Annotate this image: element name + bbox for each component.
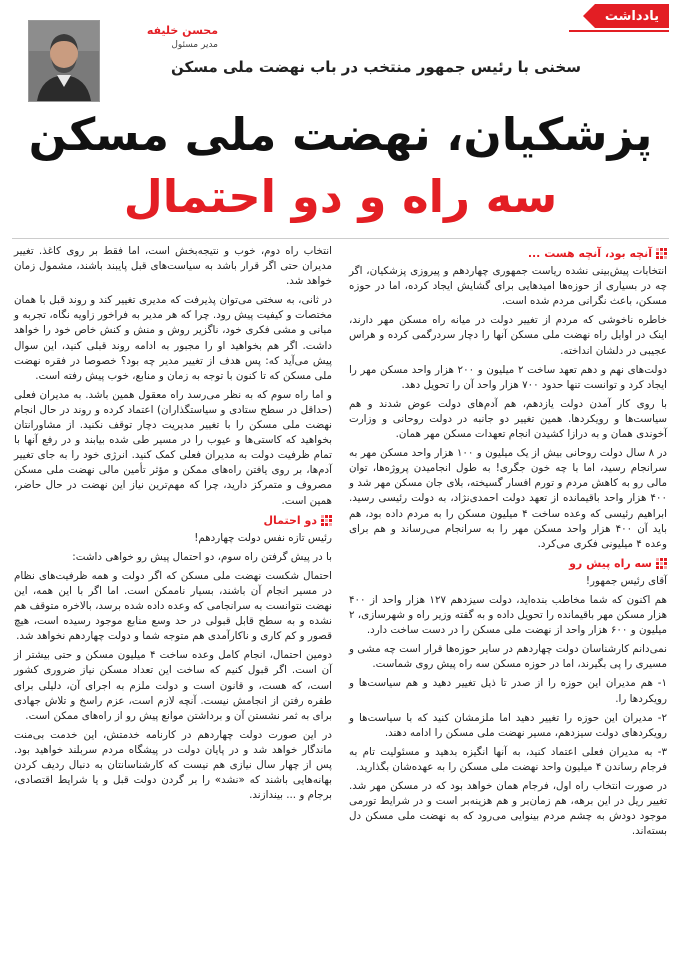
paragraph: هم اکنون که شما مخاطب بنده‌اید، دولت سیزدهم ۱۲۷ هزار واحد از ۴۰۰ هزار مسکن مهر باقیمانده را تحویل داده و به گفته وزیر راه و شهرسازی، ۲ میلیون و ۶۰۰ هزار واحد از نهضت ملی مسکن را در دست ساخت دارد. xyxy=(349,593,667,637)
article-subtitle: سخنی با رئیس جمهور منتخب در باب نهضت ملی مسکن xyxy=(171,58,581,76)
paragraph: در این صورت دولت چهاردهم در کارنامه خدمتش، این خدمت بی‌منت ماندگار خواهد شد و در پایان دولت در پیشگاه مردم سربلند خواهید بود. پس از چهار سال نیازی هم نیست که کارشناسانتان به دنبال ردیف کردن بهانه‌هایی باشند که «نشد» را بر گردن دولت قبل و یا شرایط اقتصادی، برجام و ... بیندازند. xyxy=(14,728,332,802)
paragraph: رئیس تازه نفس دولت چهاردهم! xyxy=(194,531,332,544)
section-heading xyxy=(14,513,332,528)
section-heading-text: دو احتمال xyxy=(263,513,317,527)
paragraph: در ۸ سال دولت روحانی بیش از یک میلیون و ۱۰۰ هزار واحد مسکن مهر به سرانجام رسید، اما با چه خون جگری! به طول انجامیدن پروژه‌ها، توان مالی رو به کاهش مردم و تورم افسار گسیخته، بلای جان مسکن مهر شد و ۴۰۰ هزار واحد باقیمانده از تعهد دولت احمدی‌نژاد، به دولت رئیسی رسید. ابراهیم رئیسی که وعده ساخت ۴ میلیون مسکن را به مردم داده بود، هم باید آن ۴۰۰ هزار واحد مسکن مهر را به سرانجام می‌رساند و هم برای وعده ۴ میلیونی فکری می‌کرد. xyxy=(349,447,668,550)
paragraph: دومین احتمال، انجام کامل وعده ساخت ۴ میلیون مسکن و حتی بیشتر از آن است. اگر قبول کنیم که ساخت این تعداد مسکن نیاز ضروری کشور است، که هست، و قانون است و دولت ملزم به اجرای آن، دلیلی برای طفره رفتن از انجامش نیست. آنچه لازم است، عزم راسخ و تلاش جهادی برای به ثمر نشستن آن و برداشتن موانع پیش رو از راه‌های ممکن است. xyxy=(14,649,332,722)
paragraph: ۱- هم مدیران این حوزه را از صدر تا ذیل تغییر دهید و هم سیاست‌ها و رویکردها را. xyxy=(349,677,667,705)
author-name: محسن خلیفه xyxy=(146,24,218,37)
paragraph: با در پیش گرفتن راه سوم، دو احتمال پیش رو خواهی داشت: xyxy=(72,550,332,563)
paragraph: در ثانی، به سختی می‌توان پذیرفت که مدیری تغییر کند و روند قبل با همان مختصات و کیفیت پیش رود. چرا که هر مدیر به فراخور زاویه نگاه، تجربه و مبانی و مشی فکری خود، ناگزیر روش و منش و کنش خاص خود را خواهد داشت. اگر هم بخواهید او را مجبور به ادامه روند قبلی کنید، این سوال پیش می‌آید که: پس هدف از تغییر مدیر چه بود؟ خصوصا در فقره نهضت ملی مسکن که تا کنون با توجه به زمان و منابع، خوب پیش رفته است. xyxy=(14,294,332,382)
paragraph: و اما راه سوم که به نظر می‌رسد راه معقول همین باشد. به مدیران فعلی (حداقل در سطح ستادی و سیاستگذاران) اعتماد کرده و روند در حال انجام نهضت ملی مسکن را با تغییر مدیریت دچار توقف نکنید. از مشاورانتان بخواهید که کاستی‌ها و عیوب را در مسیر طی شده بیابند و در رفع آنها با تمام ظرفیت دولت به مدیران فعلی کمک کنید. انرژی خود را به جای تغییر آدم‌ها، بر روی یافتن راه‌های ممکن و مؤثر تأمین مالی نهضت ملی مسکن مصروف و متمرکز دارید، چرا که مهم‌ترین نیاز این نهضت در حال حاضر، همین است. xyxy=(14,388,332,507)
article-title-line2: سه راه و دو احتمال xyxy=(123,170,558,223)
paragraph: خاطره ناخوشی که مردم از تغییر دولت در میانه راه مسکن مهر دارند، اینک در اوایل راه نهضت ملی مسکن آنها را دچار سردرگمی کرده و هراس عجیبی در دلشان انداخته. xyxy=(349,314,667,357)
paragraph: نمی‌دانم کارشناسان دولت چهاردهم در سایر حوزه‌ها قرار است چه مشی و مسیری را پی بگیرند، اما در حوزه مسکن سه راه پیش روی شماست. xyxy=(349,643,667,671)
paragraph: در صورت انتخاب راه اول، فرجام همان خواهد بود که در مسکن مهر شد. تغییر ریل در این برهه، هم زمان‌بر و هم هزینه‌بر است و در شرایط تورمی موجود دودش به چشم مردم بینوایی می‌رود که به نهضت ملی مسکن دل بسته‌اند. xyxy=(349,780,667,838)
section-heading-text: آنچه بود، آنچه هست ... xyxy=(527,247,652,260)
heading-dots-icon xyxy=(656,558,667,569)
title-divider xyxy=(12,238,669,239)
left-column xyxy=(14,244,332,807)
paragraph: آقای رئیس جمهور! xyxy=(585,574,667,587)
paragraph: دولت‌های نهم و دهم تعهد ساخت ۲ میلیون و ۲۰۰ هزار واحد مسکن مهر را ایجاد کرد و توانست تنها حدود ۷۰۰ هزار واحد آن را تحویل دهد. xyxy=(349,363,668,391)
heading-dots-icon xyxy=(656,248,667,259)
section-tag xyxy=(583,2,669,30)
paragraph: با روی کار آمدن دولت یازدهم، هم آدم‌های دولت عوض شدند و هم سیاست‌ها و رویکردها. همین تغییر دو جانبه در دولت روحانی و وزارت آخوندی همان و به درازا کشیدن انجام تعهدات مسکن مهر همان. xyxy=(349,397,667,441)
paragraph: انتخابات پیش‌بینی نشده ریاست جمهوری چهاردهم و پیروزی پزشکیان، اگر چه در بسیاری از حوزه‌ها امیدهایی برای گشایش ایجاد کرده، اما در حوزه مسکن، باعث نگرانی مردم شده است. xyxy=(349,265,667,308)
section-tag-label: یادداشت xyxy=(595,4,669,28)
paragraph: ۳- به مدیران فعلی اعتماد کنید، به آنها انگیزه بدهید و مسئولیت تام به فرجام رساندن ۴ میلیون واحد نهضت ملی مسکن را به عهده‌شان بگذارید. xyxy=(349,745,667,773)
paragraph: ۲- مدیران این حوزه را تغییر دهید اما ملزمشان کنید که با سیاست‌ها و رویکردهای دولت سیزدهم، مسیر نهضت ملی مسکن را ادامه دهند. xyxy=(349,711,667,739)
paragraph: احتمال شکست نهضت ملی مسکن که اگر دولت و همه ظرفیت‌های نظام در مسیر انجام آن باشند، بسیار ناممکن است. اما اگر با این همه، این نهضت نتوانست به سرانجامی که وعده داده شده برسد، بالاخره متوقف هم نشده و به سطح قابل قبولی در حد وسع منابع موجود رسیده است، هیچ قصور و کم کاری و ناکارآمدی هم متوجه شما و دولت چهاردهم نخواهد شد. xyxy=(14,569,332,643)
author-portrait-icon xyxy=(29,21,99,101)
paragraph: انتخاب راه دوم، خوب و نتیجه‌بخش است، اما فقط بر روی کاغذ. تغییر مدیران حتی اگر قرار باشد به سیاست‌های قبل پایبند باشند، مشمول زمان خواهد شد. xyxy=(14,245,332,288)
section-heading xyxy=(349,246,667,261)
section-tag-underline xyxy=(569,30,669,32)
heading-dots-icon xyxy=(321,515,332,526)
section-heading-text: سه راه پیش رو xyxy=(569,556,652,570)
tag-arrow-icon xyxy=(583,4,595,28)
article-title-line1: پزشکیان، نهضت ملی مسکن xyxy=(28,108,653,161)
author-role: مدیر مسئول xyxy=(171,40,218,50)
author-photo xyxy=(28,20,100,102)
section-heading xyxy=(349,556,667,571)
right-column xyxy=(349,244,667,843)
